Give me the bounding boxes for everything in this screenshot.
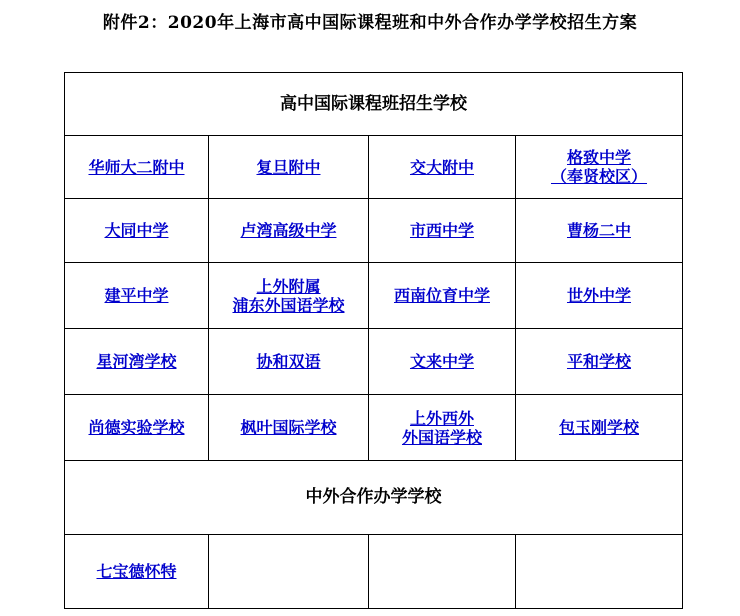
school-link[interactable] — [369, 221, 515, 240]
table-cell — [369, 329, 516, 395]
table-cell — [369, 395, 516, 461]
table-row — [65, 535, 683, 609]
school-name-line: 西南位育中学 — [393, 286, 490, 305]
table-row — [65, 136, 683, 199]
school-link[interactable] — [209, 352, 368, 371]
school-name-line: 浦东外国语学校 — [232, 295, 345, 315]
school-name-line: 世外中学 — [566, 286, 631, 305]
school-name-line: 华师大二附中 — [88, 157, 185, 177]
table-cell — [369, 136, 516, 199]
school-name-line: 格致中学 — [566, 148, 631, 167]
school-name-line: 枫叶国际学校 — [240, 418, 337, 437]
section1-heading: 高中国际课程班招生学校 — [65, 73, 683, 136]
school-name-line: 建平中学 — [104, 286, 169, 305]
school-link[interactable] — [369, 409, 515, 447]
table-cell — [516, 329, 683, 395]
table-cell — [209, 263, 369, 329]
school-name-line: 尚德实验学校 — [88, 418, 185, 437]
school-link[interactable] — [516, 286, 682, 305]
school-link[interactable] — [209, 221, 368, 240]
table-row — [65, 263, 683, 329]
school-name-line: 交大附中 — [409, 157, 474, 177]
school-link[interactable] — [516, 418, 682, 437]
table-cell — [65, 199, 209, 263]
table-cell — [209, 395, 369, 461]
school-name-line: （奉贤校区） — [550, 167, 647, 186]
school-name-line: 星河湾学校 — [96, 352, 177, 371]
table-row — [65, 395, 683, 461]
school-name-line: 卢湾高级中学 — [240, 221, 337, 240]
table-cell — [209, 199, 369, 263]
school-name-line: 市西中学 — [409, 221, 474, 240]
school-link[interactable] — [65, 418, 208, 437]
school-name-line: 上外西外 — [409, 408, 474, 428]
table-cell — [516, 535, 683, 609]
school-name-line: 协和双语 — [256, 352, 321, 371]
school-link[interactable] — [65, 352, 208, 371]
document-title: 附件2：2020年上海市高中国际课程班和中外合作办学学校招生方案 — [102, 13, 638, 33]
table-cell — [369, 535, 516, 609]
school-link[interactable] — [516, 148, 682, 186]
school-link[interactable] — [516, 352, 682, 371]
table-row — [65, 199, 683, 263]
table-row — [65, 329, 683, 395]
section2-heading: 中外合作办学学校 — [65, 461, 683, 535]
school-link[interactable] — [65, 221, 208, 240]
table-cell — [209, 329, 369, 395]
school-name-line: 文来中学 — [409, 352, 474, 371]
table-cell — [209, 136, 369, 199]
table-cell — [65, 535, 209, 609]
school-name-line: 平和学校 — [566, 352, 631, 371]
school-name-line: 上外附属 — [256, 276, 321, 296]
table-cell — [516, 199, 683, 263]
table-cell — [209, 535, 369, 609]
school-link[interactable] — [209, 158, 368, 177]
school-name-line: 曹杨二中 — [566, 221, 631, 240]
school-name-line: 外国语学校 — [401, 427, 482, 447]
school-link[interactable] — [65, 562, 208, 581]
table-cell — [65, 263, 209, 329]
table-cell — [516, 395, 683, 461]
school-link[interactable] — [369, 286, 515, 305]
schools-table — [64, 72, 683, 609]
table-cell — [516, 136, 683, 199]
school-link[interactable] — [209, 418, 368, 437]
table-cell — [65, 395, 209, 461]
table-cell — [65, 136, 209, 199]
school-name-line: 复旦附中 — [256, 157, 321, 177]
school-link[interactable] — [369, 352, 515, 371]
school-link[interactable] — [369, 158, 515, 177]
school-name-line: 包玉刚学校 — [558, 418, 639, 437]
school-link[interactable] — [65, 158, 208, 177]
table-cell — [516, 263, 683, 329]
school-name-line: 七宝德怀特 — [96, 562, 177, 581]
school-name-line: 大同中学 — [104, 221, 169, 240]
table-cell — [369, 263, 516, 329]
table-cell — [65, 329, 209, 395]
school-link[interactable] — [209, 277, 368, 315]
table-cell — [369, 199, 516, 263]
school-link[interactable] — [65, 286, 208, 305]
school-link[interactable] — [516, 221, 682, 240]
